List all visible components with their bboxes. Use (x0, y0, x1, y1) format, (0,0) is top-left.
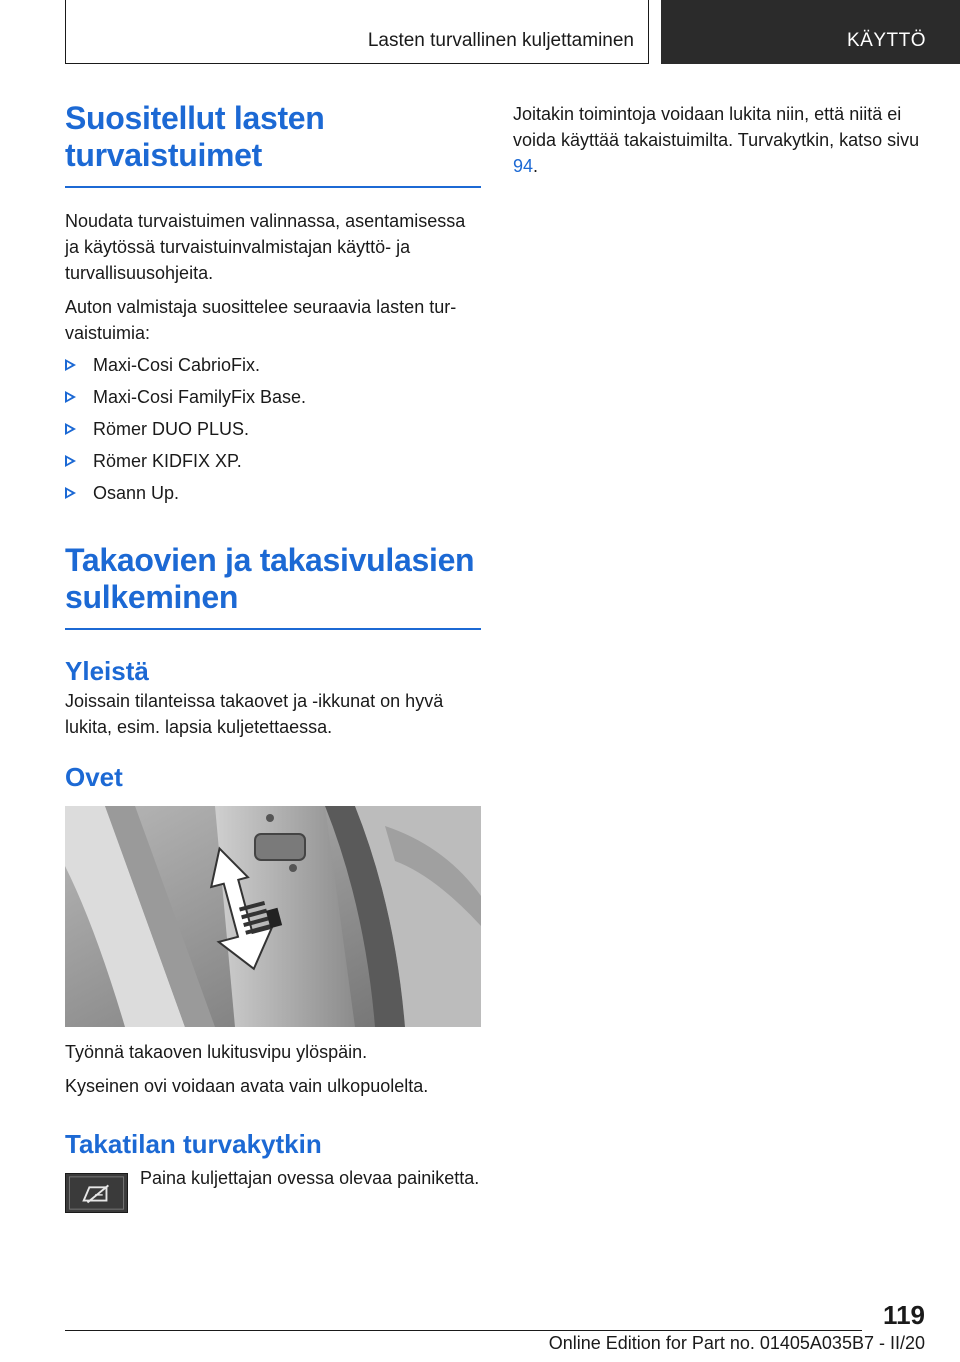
door-lock-illustration (65, 806, 481, 1027)
child-lock-button-icon (65, 1173, 128, 1213)
heading-rule (65, 628, 481, 630)
paragraph-rear-functions-lock (513, 101, 933, 179)
list-item: Maxi-Cosi CabrioFix. (65, 352, 481, 378)
safety-switch-row (65, 1165, 481, 1255)
header-chapter-box (661, 0, 960, 64)
footer-rule (65, 1330, 862, 1331)
subheading-general: Yleistä (65, 656, 149, 686)
list-item: Osann Up. (65, 480, 481, 506)
right-column (513, 101, 933, 179)
child-seat-list (65, 352, 481, 506)
page-number: 119 (883, 1300, 925, 1330)
rear-functions-text: Joitakin toimintoja voidaan lukita niin, että niitä ei voida käyttää takaistuimilta. Turvakytkin, katso sivu (513, 104, 920, 150)
header-chapter-title: KÄYTTÖ (846, 30, 926, 51)
triangle-right-icon (65, 391, 76, 403)
sentence-end: . (533, 156, 539, 176)
paragraph-manufacturer-recommends: Auton valmistaja suosittelee seuraavia lasten turvaistuimia: (65, 297, 457, 343)
door-caption-push-lever: Työnnä takaoven lukitusvipu ylöspäin. (65, 1042, 368, 1062)
left-column (65, 100, 481, 1255)
heading-door-locking: Takaovien ja takasivulasien sulkeminen (65, 542, 475, 615)
door-caption-outside-only: Kyseinen ovi voidaan avata vain ulkopuolelta. (65, 1076, 429, 1096)
list-item: Maxi-Cosi FamilyFix Base. (65, 384, 481, 410)
paragraph-seat-instructions: Noudata turvaistuimen valinnassa, asentamisessa ja käytössä turvaistuinvalmistajan käyttö- ja turvallisuusohjeita. (65, 211, 466, 283)
footer-edition: Online Edition for Part no. 01405A035B7 - II/20 (548, 1333, 925, 1353)
header-section-box (65, 0, 649, 64)
triangle-right-icon (65, 455, 76, 467)
triangle-right-icon (65, 359, 76, 371)
list-item: Römer DUO PLUS. (65, 416, 481, 442)
page-reference-link[interactable]: 94 (513, 156, 534, 176)
subheading-rear-safety-switch: Takatilan turvakytkin (65, 1129, 322, 1159)
heading-rule (65, 186, 481, 188)
safety-switch-text: Paina kuljettajan ovessa olevaa painiketta. (140, 1168, 480, 1188)
list-item: Römer KIDFIX XP. (65, 448, 481, 474)
subheading-doors: Ovet (65, 762, 123, 792)
triangle-right-icon (65, 487, 76, 499)
paragraph-general: Joissain tilanteissa takaovet ja -ikkunat on hyvä lukita, esim. lapsia kuljetettaessa. (65, 691, 444, 737)
triangle-right-icon (65, 423, 76, 435)
header-section-title: Lasten turvallinen kuljettaminen (367, 30, 634, 51)
heading-child-seats: Suositellut lasten turvaistuimet (65, 100, 325, 173)
